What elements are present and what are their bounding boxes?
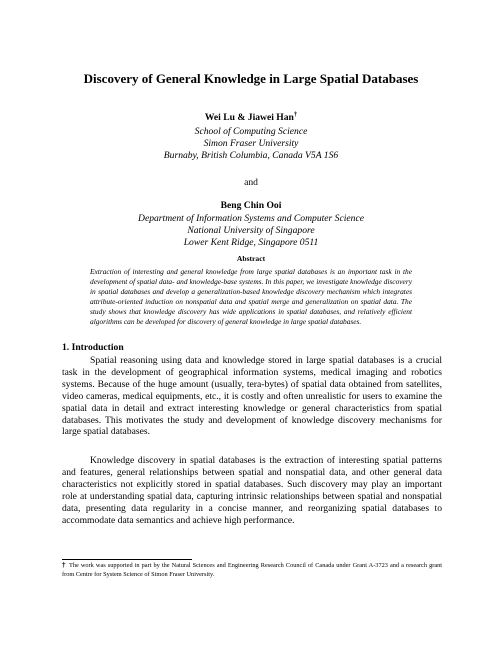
section-heading: 1. Introduction: [62, 342, 124, 353]
body-paragraph: Spatial reasoning using data and knowledge stored in large spatial databases is a crucial task in the development of geographical information systems, medical imaging and robotics systems. Because of the huge amount (usually, tera-bytes) of spatial data obtained from satellites, video cameras, medical equipments, etc., it is costly and often unrealistic for users to examine the spatial data in detail and extract interesting knowledge or general characteristics from spatial databases. This motivates the study and development of knowledge discovery mechanisms for large spatial databases.: [62, 355, 442, 438]
footnote-dagger-mark: †: [62, 561, 67, 569]
author-names-1: Wei Lu & Jiawei Han: [204, 112, 294, 123]
footnote-text: The work was supported in part by the Natural Sciences and Engineering Research Council of Canada under Grant A-3723 and a research grant from Centre for System Science of Simon Fraser University.: [62, 562, 443, 578]
author-dagger-mark: †: [293, 110, 298, 118]
affiliation-1: [40, 126, 462, 163]
affiliation-2-line: Department of Information Systems and Computer Science: [138, 213, 364, 224]
affiliation-1-line: Simon Fraser University: [203, 138, 299, 150]
footnote: [62, 561, 442, 579]
affiliation-1-line: School of Computing Science: [194, 126, 308, 137]
affiliation-2: [40, 213, 462, 250]
abstract-heading: Abstract: [236, 254, 266, 263]
affiliation-2-line: National University of Singapore: [187, 225, 315, 237]
author-line-1: [40, 112, 462, 124]
affiliation-2-line: Lower Kent Ridge, Singapore 0511: [183, 237, 319, 249]
paper-title: Discovery of General Knowledge in Large Spatial Databases: [83, 71, 419, 86]
footnote-divider: [62, 559, 192, 560]
author-separator: and: [244, 177, 258, 188]
affiliation-1-line: Burnaby, British Columbia, Canada V5A 1S6: [163, 150, 339, 162]
author-line-2: Beng Chin Ooi: [220, 200, 282, 211]
body-paragraph: Knowledge discovery in spatial databases is the extraction of interesting spatial patterns and features, general relationships between spatial and nonspatial data, and other general data characteristics not explicitly stored in spatial databases. Such discovery may play an important role at understanding spatial data, capturing intrinsic relationships between spatial and nonspatial data, presenting data regularity in a concise manner, and reorganizing spatial databases to accommodate data semantics and achieve high performance.: [62, 455, 442, 526]
abstract-body: Extraction of interesting and general knowledge from large spatial databases is an important task in the development of spatial data- and knowledge-base systems. In this paper, we investigate knowledge discovery in spatial databases and develop a generalization-based knowledge discovery mechanism which integrates attribute-oriented induction on nonspatial data and spatial merge and generalization on spatial data. The study shows that knowledge discovery has wide applications in spatial databases, and relatively efficient algorithms can be developed for discovery of general knowledge in large spatial databases.: [90, 267, 412, 327]
